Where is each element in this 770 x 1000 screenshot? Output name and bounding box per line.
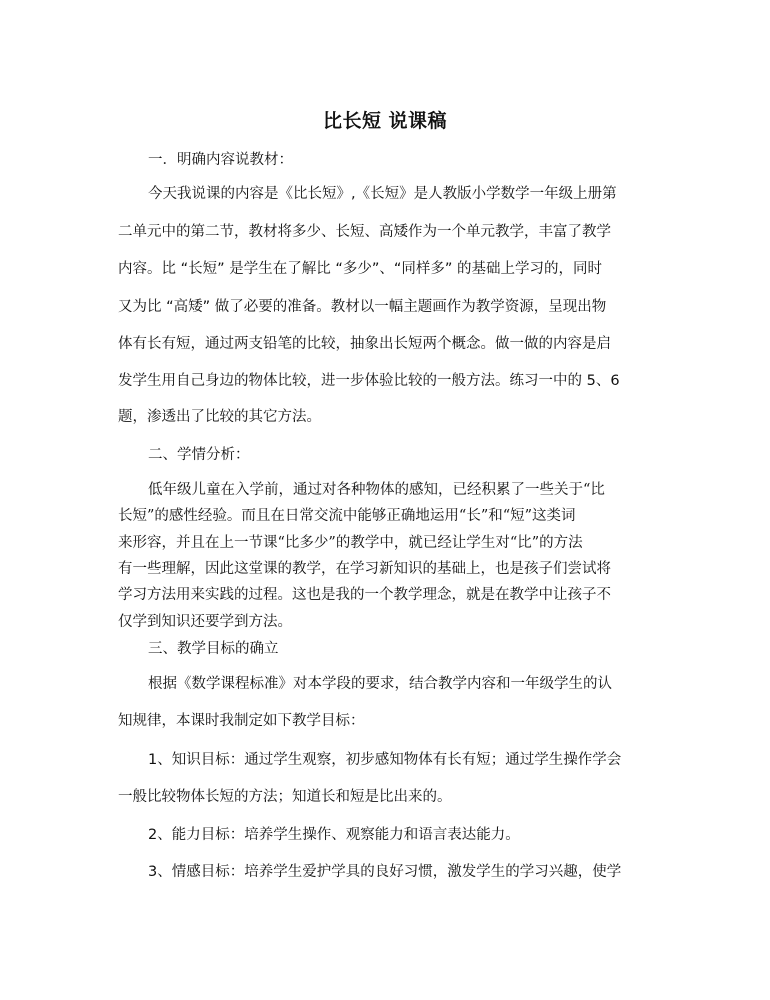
objective-1-line: 1、知识目标：通过学生观察，初步感知物体有长有短；通过学生操作学会	[148, 752, 622, 768]
document-title: 比长短 说课稿	[322, 110, 448, 132]
paragraph-line: 学习方法用来实践的过程。这也是我的一个教学理念，就是在教学中让孩子不	[118, 587, 611, 603]
paragraph-line: 根据《数学课程标准》对本学段的要求，结合教学内容和一年级学生的认	[148, 676, 612, 692]
paragraph-line: 仅学到知识还要学到方法。	[118, 614, 292, 630]
paragraph-line: 二单元中的第二节，教材将多少、长短、高矮作为一个单元教学，丰富了教学	[118, 224, 611, 240]
paragraph-line: 知规律，本课时我制定如下教学目标：	[118, 713, 365, 729]
paragraph-line: 有一些理解，因此这堂课的教学，在学习新知识的基础上，也是孩子们尝试将	[118, 561, 611, 577]
objective-3-line: 3、情感目标：培养学生爱护学具的良好习惯，激发学生的学习兴趣，使学	[148, 864, 622, 880]
paragraph-line: 题，渗透出了比较的其它方法。	[118, 409, 321, 425]
paragraph-line: 长短”的感性经验。而且在日常交流中能够正确地运用“长”和“短”这类词	[118, 508, 576, 524]
objective-2-line: 2、能力目标：培养学生操作、观察能力和语言表达能力。	[148, 827, 520, 843]
objective-1-line: 一般比较物体长短的方法；知道长和短是比出来的。	[118, 789, 452, 805]
paragraph-line: 体有长有短，通过两支铅笔的比较，抽象出长短两个概念。做一做的内容是启	[118, 336, 611, 352]
paragraph-line: 今天我说课的内容是《比长短》,《长短》是人教版小学数学一年级上册第	[148, 186, 617, 202]
section-heading-3: 三、教学目标的确立	[148, 641, 279, 657]
paragraph-line: 又为比 “高矮” 做了必要的准备。教材以一幅主题画作为教学资源，呈现出物	[118, 299, 607, 315]
section-heading-1: 一．明确内容说教材：	[148, 152, 293, 168]
paragraph-line: 发学生用自己身边的物体比较，进一步体验比较的一般方法。练习一中的 5、6	[118, 373, 620, 389]
paragraph-line: 来形容，并且在上一节课“比多少”的教学中，就已经让学生对“比”的方法	[118, 535, 583, 551]
paragraph-line: 内容。比 “长短” 是学生在了解比 “多少”、“同样多” 的基础上学习的，同时	[118, 261, 603, 277]
section-heading-2: 二、学情分析：	[148, 447, 250, 463]
paragraph-line: 低年级儿童在入学前，通过对各种物体的感知，已经积累了一些关于“比	[148, 482, 605, 498]
